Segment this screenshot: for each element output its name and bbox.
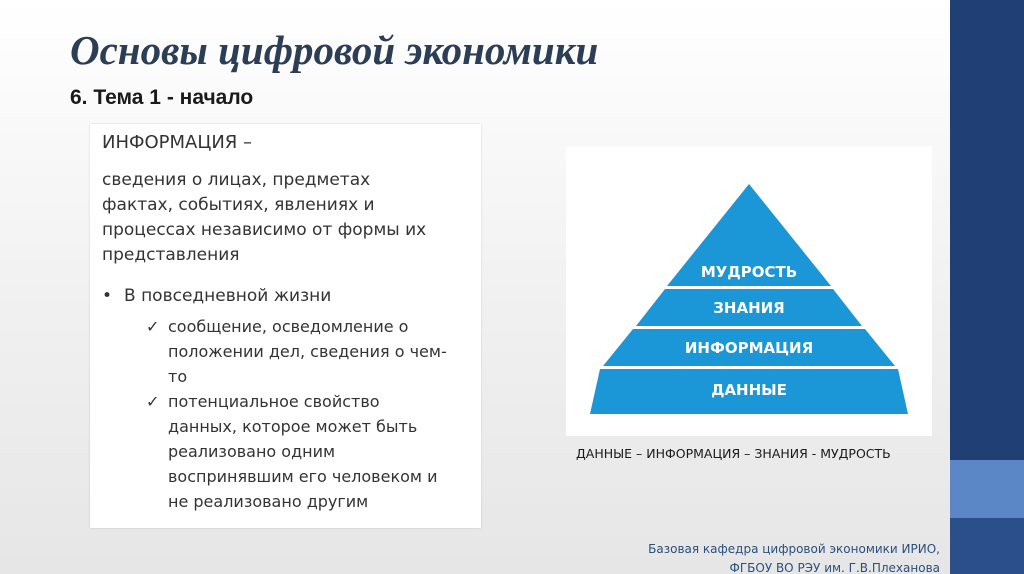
check-item-line: сообщение, осведомление о [168,317,409,336]
bullet-dot-icon: • [102,286,113,306]
footer-line: Базовая кафедра цифровой экономики ИРИО, [648,542,940,556]
pyramid-label-knowledge: ЗНАНИЯ [713,299,785,317]
bullet-text: В повседневной жизни [124,286,332,306]
check-item-text [168,389,471,514]
pyramid-label-information: ИНФОРМАЦИЯ [684,339,814,357]
check-item-line: данных, которое может быть [168,417,418,436]
dikw-pyramid-panel [566,146,932,436]
check-item-line: воспринявшим его человеком и [168,467,438,486]
checkmark-icon: ✓ [146,392,160,411]
bullet-item [102,284,472,309]
footer-affiliation [560,540,940,574]
information-definition-panel [90,124,481,528]
check-item-line: то [168,367,188,386]
check-item-line: положении дел, сведения о чем- [168,342,447,361]
slide-title: Основы цифровой экономики [70,27,599,73]
check-item-text [168,314,471,389]
check-item-line: потенциальное свойство [168,392,380,411]
footer-line: ФГБОУ ВО РЭУ им. Г.В.Плеханова [729,561,940,574]
check-list-item [146,389,471,514]
pyramid-label-wisdom: МУДРОСТЬ [700,263,798,281]
pyramid-caption: ДАННЫЕ – ИНФОРМАЦИЯ – ЗНАНИЯ - МУДРОСТЬ [576,446,891,461]
check-item-line: не реализовано другим [168,492,369,511]
dikw-pyramid-diagram [566,146,932,436]
check-item-line: реализовано одним [168,442,336,461]
definition-line: сведения о лицах, предметах [102,170,371,190]
slide-subtitle: 6. Тема 1 - начало [70,86,254,109]
checkmark-icon: ✓ [146,317,160,336]
definition-text [102,168,472,268]
check-list-item [146,314,471,389]
definition-line: процессах независимо от формы их [102,220,427,240]
definition-line: представления [102,245,240,265]
pyramid-label-data: ДАННЫЕ [711,381,787,399]
definition-line: фактах, событиях, явлениях и [102,195,375,215]
side-bar-light-segment [950,460,1024,518]
side-decoration-bar [950,0,1024,574]
side-bar-lower-segment [950,518,1024,574]
definition-heading: ИНФОРМАЦИЯ – [102,132,253,153]
